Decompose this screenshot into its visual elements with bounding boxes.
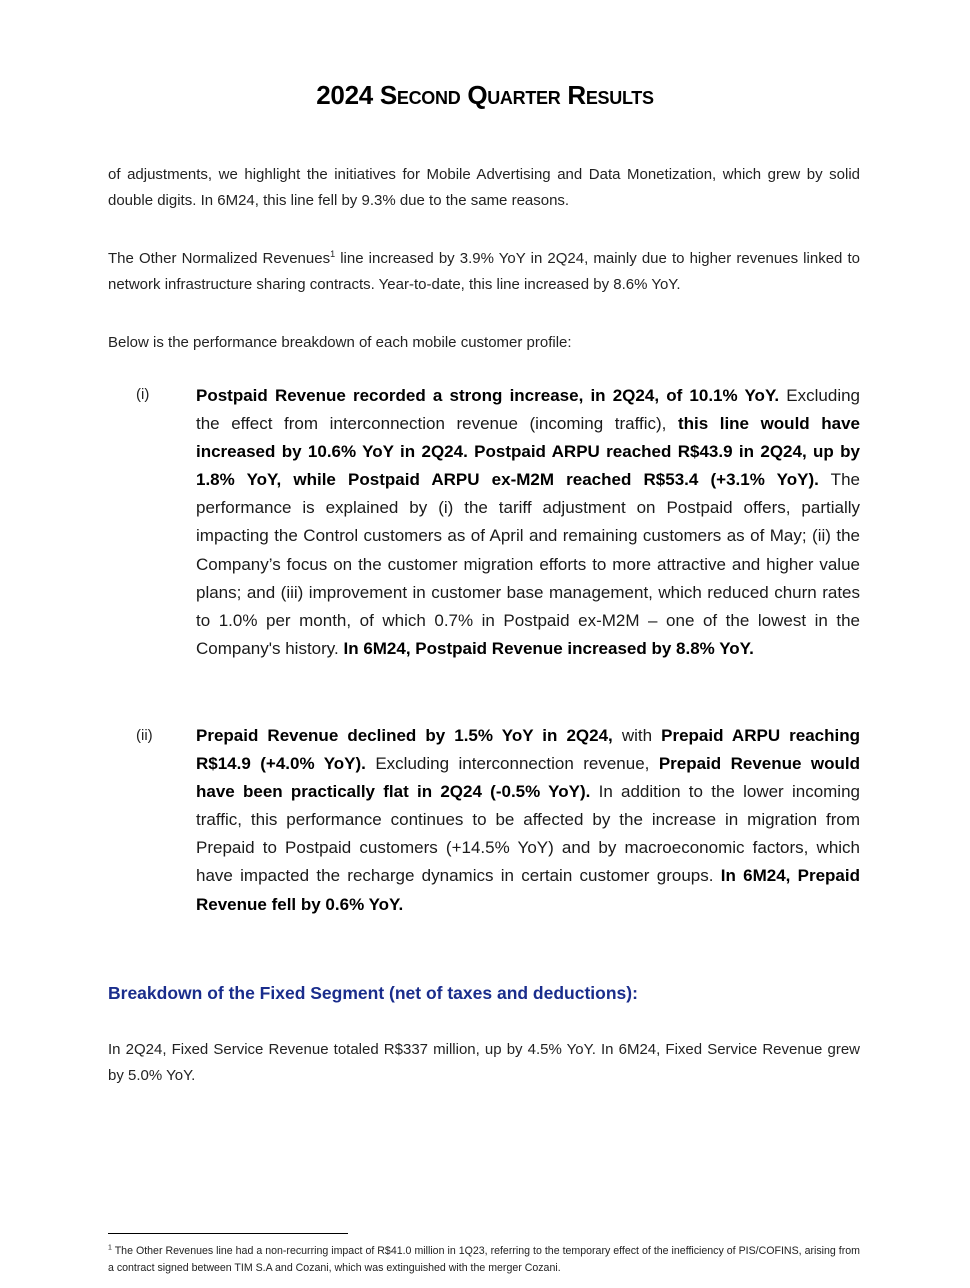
list-item-postpaid (196, 382, 860, 663)
paragraph-fixed-revenue: In 2Q24, Fixed Service Revenue totaled R$337 million, up by 4.5% YoY. In 6M24, Fixed Service Revenue grew by 5.0% YoY. (108, 1041, 860, 1084)
section-heading-fixed: Breakdown of the Fixed Segment (net of taxes and deductions): (108, 983, 638, 1003)
footnote-separator (108, 1233, 348, 1234)
footnote-text: The Other Revenues line had a non-recurring impact of R$41.0 million in 1Q23, referring to the temporary effect of the inefficiency of PIS/COFINS, arising from a contract signed between TIM S.A and Cozani, which was extinguished with the merger Cozani. (108, 1245, 860, 1274)
postpaid-bold-1: Postpaid Revenue recorded a strong increase, in 2Q24, of 10.1% YoY. (196, 386, 780, 405)
prepaid-text-1: with (612, 726, 662, 745)
postpaid-bold-2: this line would have increased by 10.6% YoY in 2Q24. Postpaid ARPU reached R$43.9 in 2Q24, up by 1.8% YoY, while Postpaid ARPU ex-M2M reached R$53.4 (+3.1% YoY). (196, 414, 860, 490)
prepaid-text-3: In addition to the lower incoming traffic, this performance continues to be affected by the increase in migration from Prepaid to Postpaid customers (+14.5% YoY) and by macroeconomic factors, which have impacted the recharge dynamics in certain customer groups. (196, 782, 860, 886)
title-text: Second Quarter Results (379, 80, 654, 110)
footnote-ref: 1 (330, 249, 336, 259)
list-item-number-ii: (ii) (136, 727, 153, 744)
postpaid-text-2: The performance is explained by (i) the tariff adjustment on Postpaid offers, partially impacting the Control customers as of April and remaining customers as of May; (ii) the Company’s focus on the customer migration efforts to more attractive and higher value plans; and (iii) improvement in customer base management, which reduced churn rates to 1.0% per month, of which 0.7% in Postpaid ex-M2M – one of the lowest in the Company's history. (196, 470, 860, 658)
footnote (108, 1243, 860, 1277)
list-item-number-i: (i) (136, 386, 150, 403)
footnote-marker: 1 (108, 1244, 112, 1252)
prepaid-text-2: Excluding interconnection revenue, (365, 754, 659, 774)
postpaid-text-1: Excluding the effect from interconnection revenue (incoming traffic), (196, 386, 861, 434)
postpaid-bold-3: In 6M24, Postpaid Revenue increased by 8.8% YoY. (343, 638, 754, 658)
prepaid-bold-3: Prepaid Revenue would have been practically flat in 2Q24 (-0.5% YoY). (196, 754, 860, 802)
paragraph-breakdown-intro: Below is the performance breakdown of each mobile customer profile: (108, 334, 572, 351)
paragraph-adjustments: of adjustments, we highlight the initiatives for Mobile Advertising and Data Monetization, which grew by solid double digits. In 6M24, this line fell by 9.3% due to the same reasons. (108, 166, 860, 209)
paragraph-other-revenues (108, 246, 860, 298)
list-item-prepaid (196, 722, 860, 919)
prepaid-bold-1: Prepaid Revenue declined by 1.5% YoY in 2Q24, (196, 726, 613, 745)
page-title (0, 80, 970, 111)
prepaid-bold-4: In 6M24, Prepaid Revenue fell by 0.6% YoY. (196, 866, 860, 914)
title-year: 2024 (316, 80, 373, 110)
other-revenues-text-b: line increased by 3.9% YoY in 2Q24, mainly due to higher revenues linked to network infrastructure sharing contracts. Year-to-date, this line increased by 8.6% YoY. (108, 250, 860, 293)
prepaid-bold-2: Prepaid ARPU reaching R$14.9 (+4.0% YoY). (196, 726, 861, 774)
other-revenues-text-a: The Other Normalized Revenues (108, 250, 331, 267)
